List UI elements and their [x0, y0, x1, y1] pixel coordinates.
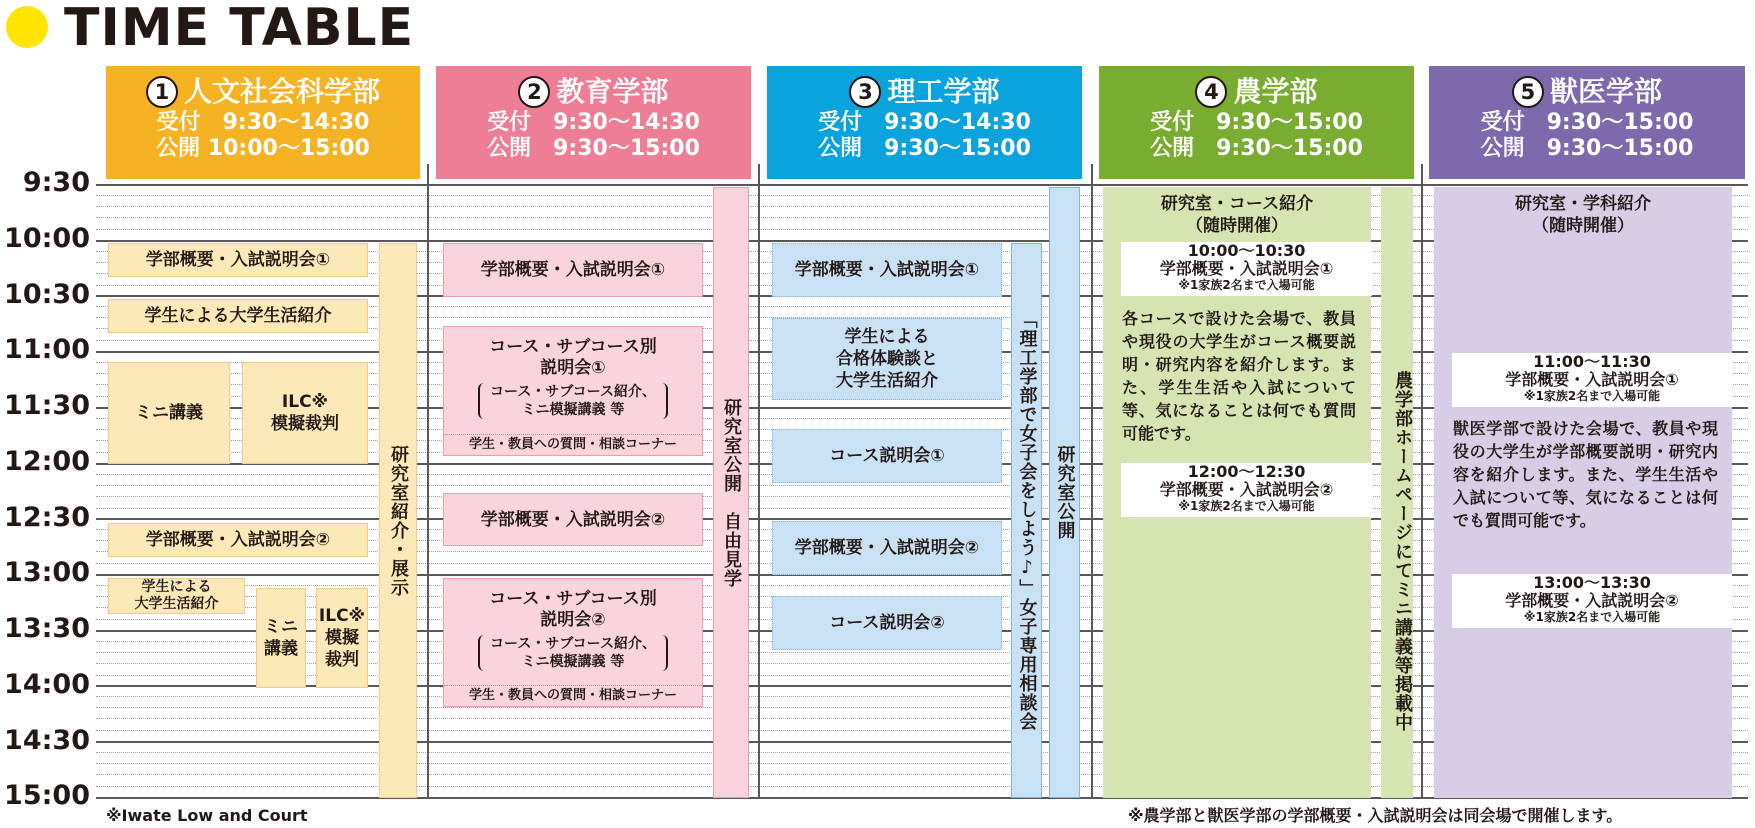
- time-label: 12:30: [4, 502, 90, 533]
- dept-name: 教育学部: [556, 75, 669, 108]
- event-line: 大学生活紹介: [134, 596, 219, 612]
- event-mini-kogi-2: [256, 588, 306, 688]
- event-ilc-2: [316, 588, 368, 688]
- event-joshikai: 「理工学部で女子会をしよう♪」女子専用相談会: [1011, 243, 1042, 798]
- event-course-setsumeikai-1: コース説明会①: [772, 429, 1002, 483]
- event-line: 模擬: [325, 628, 359, 648]
- course-title: 説明会①: [540, 358, 606, 378]
- time-label: 14:30: [4, 725, 90, 756]
- dept-header-jinbun: [106, 66, 420, 179]
- seminar-note: ※1家族2名まで入場可能: [1178, 278, 1315, 292]
- event-course-setsumeikai-2: [443, 578, 703, 707]
- ilc-label: ILC※: [281, 392, 329, 412]
- time-label: 9:30: [22, 167, 90, 198]
- footnote-ilc: ※Iwate Low and Court: [106, 806, 308, 825]
- seminar-time: 12:00～12:30: [1187, 462, 1306, 481]
- page-title: TIME TABLE: [64, 0, 415, 58]
- course-title: コース・サブコース別: [489, 589, 657, 609]
- dept-open: 公開 9:30～15:00: [487, 136, 700, 161]
- title-dot-icon: [6, 6, 48, 48]
- seminar-title: 学部概要・入試説明会②: [1505, 591, 1679, 610]
- event-mini-kogi: ミニ講義: [108, 362, 230, 464]
- time-label: 15:00: [4, 780, 90, 811]
- event-line: 裁判: [325, 650, 359, 670]
- description-text: 獣医学部で設けた会場で、教員や現役の大学生が学部概要説明・研究内容を紹介します。また、学生生活や入試について等、気になることは何でも質問可能です。: [1453, 419, 1718, 530]
- description-text: 各コースで設けた会場で、教員や現役の大学生がコース概要説明・研究内容を紹介します。また、学生生活や入試について等、気になることは何でも質問可能です。: [1122, 309, 1356, 443]
- time-label: 12:00: [4, 446, 90, 477]
- time-label: 10:30: [4, 279, 90, 310]
- column-divider: [758, 164, 760, 798]
- event-taikendan: [772, 318, 1002, 400]
- grid-line: [96, 184, 1748, 186]
- number-badge: 5: [1512, 76, 1544, 108]
- number-badge: 4: [1195, 76, 1227, 108]
- course-footer: 学生・教員への質問・相談コーナー: [444, 434, 702, 455]
- seminar-title: 学部概要・入試説明会②: [1159, 480, 1334, 499]
- dept-open: 公開 9:30～15:00: [1150, 136, 1363, 161]
- time-label: 13:30: [4, 613, 90, 644]
- course-title: 説明会②: [540, 610, 606, 630]
- course-detail-line: コース・サブコース紹介、: [490, 384, 656, 400]
- seminar-note: ※1家族2名まで入場可能: [1523, 610, 1661, 624]
- mogi-saiban-label: 模擬裁判: [271, 414, 339, 434]
- seminar-time: 13:00～13:30: [1533, 573, 1651, 592]
- event-line: （随時開催）: [1186, 216, 1288, 236]
- seminar-note: ※1家族2名まで入場可能: [1178, 499, 1315, 513]
- dept-name: 人文社会科学部: [183, 75, 380, 108]
- event-kenkyushitsu-kokai: 研究室公開 自由見学: [713, 187, 749, 798]
- course-footer: 学生・教員への質問・相談コーナー: [444, 685, 702, 706]
- course-detail-line: コース・サブコース紹介、: [490, 636, 656, 652]
- dept-name: 理工学部: [887, 75, 1000, 108]
- event-line: 学生による: [141, 579, 212, 595]
- column-divider: [427, 164, 429, 798]
- course-detail: [478, 383, 668, 419]
- time-label: 10:00: [4, 223, 90, 254]
- event-ilc-mogi-saiban: [242, 362, 368, 464]
- dept-open: 公開 9:30～15:00: [1480, 136, 1694, 161]
- dept-reception: 受付 9:30～14:30: [156, 110, 370, 135]
- event-gakusei-shokai: 学生による大学生活紹介: [108, 299, 368, 333]
- column-divider: [1091, 164, 1093, 798]
- event-course-setsumeikai-2: コース説明会②: [772, 596, 1002, 650]
- time-label: 11:30: [4, 390, 90, 421]
- event-line: 研究室・コース紹介: [1160, 194, 1314, 214]
- number-badge: 3: [849, 76, 881, 108]
- course-title: コース・サブコース別: [489, 337, 657, 357]
- event-course-setsumeikai-1: [443, 326, 703, 456]
- event-gakusei-shokai-2: [108, 578, 245, 614]
- course-detail-line: ミニ模擬講義 等: [521, 654, 625, 670]
- event-kenkyushitsu-kokai: 研究室公開: [1049, 187, 1080, 798]
- seminar-setsumeikai-1: [1121, 242, 1372, 296]
- dept-header-nogaku: [1099, 66, 1414, 179]
- number-badge: 2: [518, 76, 550, 108]
- number-badge: 1: [146, 76, 178, 108]
- event-setsumeikai-1: 学部概要・入試説明会①: [772, 243, 1002, 297]
- event-setsumeikai-2: 学部概要・入試説明会②: [108, 523, 368, 557]
- course-detail: [478, 635, 668, 671]
- column-divider: [1421, 164, 1423, 798]
- event-setsumeikai-1: 学部概要・入試説明会①: [108, 243, 368, 277]
- dept-reception: 受付 9:30～15:00: [1480, 110, 1694, 135]
- event-line: 学生による: [844, 327, 930, 347]
- time-label: 11:00: [4, 334, 90, 365]
- course-detail-line: ミニ模擬講義 等: [521, 402, 625, 418]
- event-line: 研究室・学科紹介: [1515, 194, 1651, 214]
- event-line: 講義: [264, 639, 298, 659]
- time-label: 14:00: [4, 669, 90, 700]
- seminar-title: 学部概要・入試説明会①: [1505, 370, 1679, 389]
- seminar-setsumeikai-2: [1121, 463, 1372, 517]
- seminar-time: 10:00～10:30: [1187, 241, 1306, 260]
- seminar-time: 11:00～11:30: [1533, 352, 1651, 371]
- dept-name: 獣医学部: [1549, 75, 1662, 108]
- event-line: 大学生活紹介: [836, 371, 938, 391]
- seminar-note: ※1家族2名まで入場可能: [1523, 389, 1661, 403]
- dept-header-riko: [767, 66, 1082, 179]
- ilc-label: ILC※: [318, 606, 366, 626]
- seminar-setsumeikai-2: [1452, 574, 1732, 628]
- footnote-venue: ※農学部と獣医学部の学部概要・入試説明会は同会場で開催します。: [1128, 806, 1623, 825]
- seminar-setsumeikai-1: [1452, 353, 1732, 407]
- time-label: 13:00: [4, 557, 90, 588]
- dept-open: 公開 10:00～15:00: [156, 136, 370, 161]
- dept-header-jui: [1429, 66, 1745, 179]
- event-line: （随時開催）: [1532, 216, 1634, 236]
- seminar-title: 学部概要・入試説明会①: [1159, 259, 1334, 278]
- event-homepage-mini-kogi: 農学部ホームページにてミニ講義等掲載中: [1381, 187, 1413, 798]
- dept-name: 農学部: [1233, 75, 1318, 108]
- dept-reception: 受付 9:30～15:00: [1150, 110, 1363, 135]
- event-line: 合格体験談と: [836, 349, 938, 369]
- event-setsumeikai-2: 学部概要・入試説明会②: [772, 521, 1002, 575]
- event-setsumeikai-1: 学部概要・入試説明会①: [443, 243, 703, 297]
- dept-header-kyoiku: [436, 66, 751, 179]
- event-setsumeikai-2: 学部概要・入試説明会②: [443, 493, 703, 546]
- event-kenkyushitsu-tenji: 研究室紹介・展示: [379, 243, 417, 798]
- dept-open: 公開 9:30～15:00: [818, 136, 1031, 161]
- dept-reception: 受付 9:30～14:30: [818, 110, 1031, 135]
- event-line: ミニ: [264, 617, 298, 637]
- dept-reception: 受付 9:30～14:30: [487, 110, 700, 135]
